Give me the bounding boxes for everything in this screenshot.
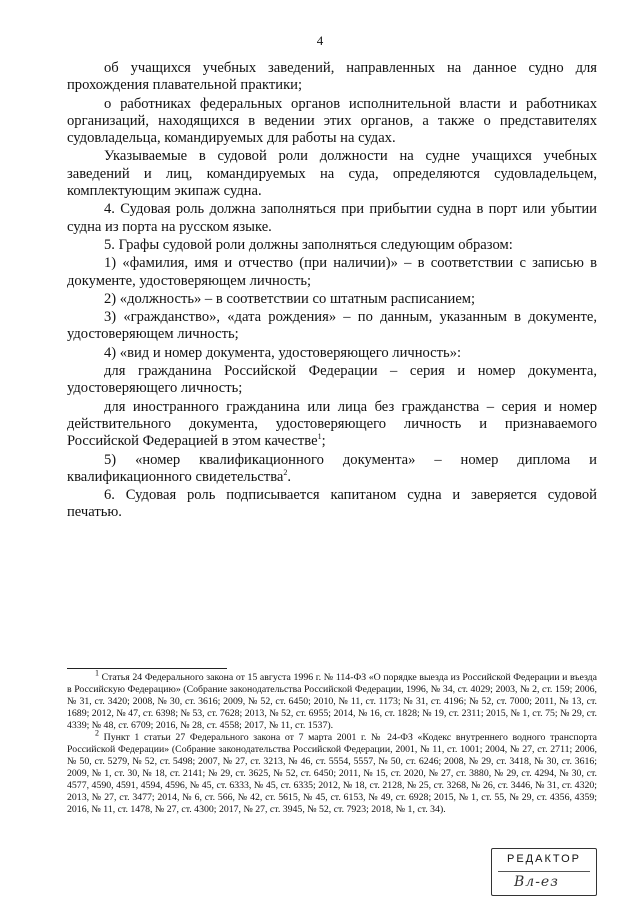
page-number: 4	[316, 33, 324, 48]
paragraph: Указываемые в судовой роли должности на судне учащихся учебных заведений и лиц, командируемых на суда, определяются судовладельцем, комплектующим экипаж судна.	[67, 148, 597, 200]
footnote-text: Пункт 1 статьи 27 Федерального закона от 7 марта 2001 г. № 24-ФЗ «Кодекс внутреннего водного транспорта Российской Федерации» (Собрание законодательства Российской Федерации, 2001, № 11, ст. 1001; 2004, № 27, ст. 2711; 2006, № 50, ст. 5279, № 52, ст. 5498; 2007, № 27, ст. 3213, № 46, ст. 5554, 5557, № 50, ст. 6246; 2008, № 29, ст. 3418, № 30, ст. 3616; 2009, № 1, ст. 30, № 18, ст. 2141; № 29, ст. 3625, № 52, ст. 6450; 2011, № 15, ст. 2020, № 27, ст. 3880, № 29, ст. 4294, № 30, ст. 4577, 4590, 4591, 4594, 4596, № 45, ст. 6333, № 45, ст. 6335; 2012, № 18, ст. 2128, № 25, ст. 3268, № 26, ст. 3446, № 31, ст. 4320; 2013, № 27, ст. 3477; 2014, № 6, ст. 566, № 42, ст. 5615, № 45, ст. 6153, № 49, ст. 6928; 2015, № 1, ст. 55, № 29, ст. 4356, 4359; 2016, № 11, ст. 1478, № 27, ст. 4300; 2017, № 27, ст. 3945, № 52, ст. 7923; 2018, № 1, ст. 34).	[67, 732, 597, 815]
paragraph-qualification	[67, 452, 597, 487]
paragraph: 5. Графы судовой роли должны заполняться следующим образом:	[104, 236, 513, 253]
paragraph: о работниках федеральных органов исполнительной власти и работниках организаций, находящихся в ведении этих органов, а также о представителях судовладельца, командируемых для работы на судах.	[67, 95, 597, 147]
paragraph-foreign-citizen	[67, 399, 597, 451]
paragraph: 1) «фамилия, имя и отчество (при наличии)» – в соответствии с записью в документе, удостоверяющем личность;	[67, 255, 597, 289]
footnotes	[67, 668, 597, 816]
paragraph-text: 5) «номер квалификационного документа» – номер диплома и квалификационного свидетельства	[67, 451, 597, 485]
stamp-label: РЕДАКТОР	[507, 853, 581, 865]
paragraph: для гражданина Российской Федерации – серия и номер документа, удостоверяющего личность;	[67, 363, 597, 397]
paragraph: 4. Судовая роль должна заполняться при прибытии судна в порт или убытии судна из порта на русском языке.	[67, 201, 597, 235]
footnote-reference: 2	[283, 467, 288, 477]
footnote-number: 1	[95, 668, 99, 678]
paragraph-text: для иностранного гражданина или лица без гражданства – серия и номер действительного документа, удостоверяющего личность и признаваемого Российской Федерацией в этом качестве	[67, 398, 597, 450]
footnote-reference: 1	[317, 432, 322, 442]
editor-stamp	[491, 848, 597, 896]
paragraph: об учащихся учебных заведений, направленных на данное судно для прохождения плавательной практики;	[67, 60, 597, 94]
footnote-text: Статья 24 Федерального закона от 15 августа 1996 г. № 114-ФЗ «О порядке выезда из Российской Федерации и въезда в Российскую Федерацию» (Собрание законодательства Российской Федерации, 1996, № 34, ст. 4029; 2003, № 2, ст. 159; 2006, № 31, ст. 3420; 2008, № 30, ст. 3616; 2009, № 52, ст. 6450; 2010, № 11, ст. 1173; № 31, ст. 4196; № 52, ст. 7000; 2011, № 13, ст. 1689; 2012, № 47, ст. 6398; № 53, ст. 7628; 2013, № 52, ст. 6955; 2014, № 16, ст. 1828; № 19, ст. 2311; 2015, № 1, ст. 75; № 29, ст. 4339; № 48, ст. 6709; 2016, № 28, ст. 4558; 2017, № 11, ст. 1537).	[67, 672, 597, 731]
paragraph-tail: .	[287, 468, 292, 485]
paragraph: 4) «вид и номер документа, удостоверяющего личность»:	[104, 344, 462, 361]
stamp-signature: Вл-ез	[514, 874, 559, 890]
stamp-divider	[498, 871, 590, 872]
footnote-number: 2	[95, 728, 99, 738]
paragraph: 2) «должность» – в соответствии со штатным расписанием;	[104, 290, 476, 307]
paragraph: 3) «гражданство», «дата рождения» – по данным, указанным в документе, удостоверяющем личность;	[67, 309, 597, 343]
footnote	[67, 728, 597, 816]
footnote-separator	[67, 668, 227, 669]
footnote	[67, 668, 597, 732]
document-body	[67, 60, 597, 522]
paragraph-tail: ;	[321, 433, 326, 450]
paragraph-signature: 6. Судовая роль подписывается капитаном судна и заверяется судовой печатью.	[67, 487, 597, 521]
